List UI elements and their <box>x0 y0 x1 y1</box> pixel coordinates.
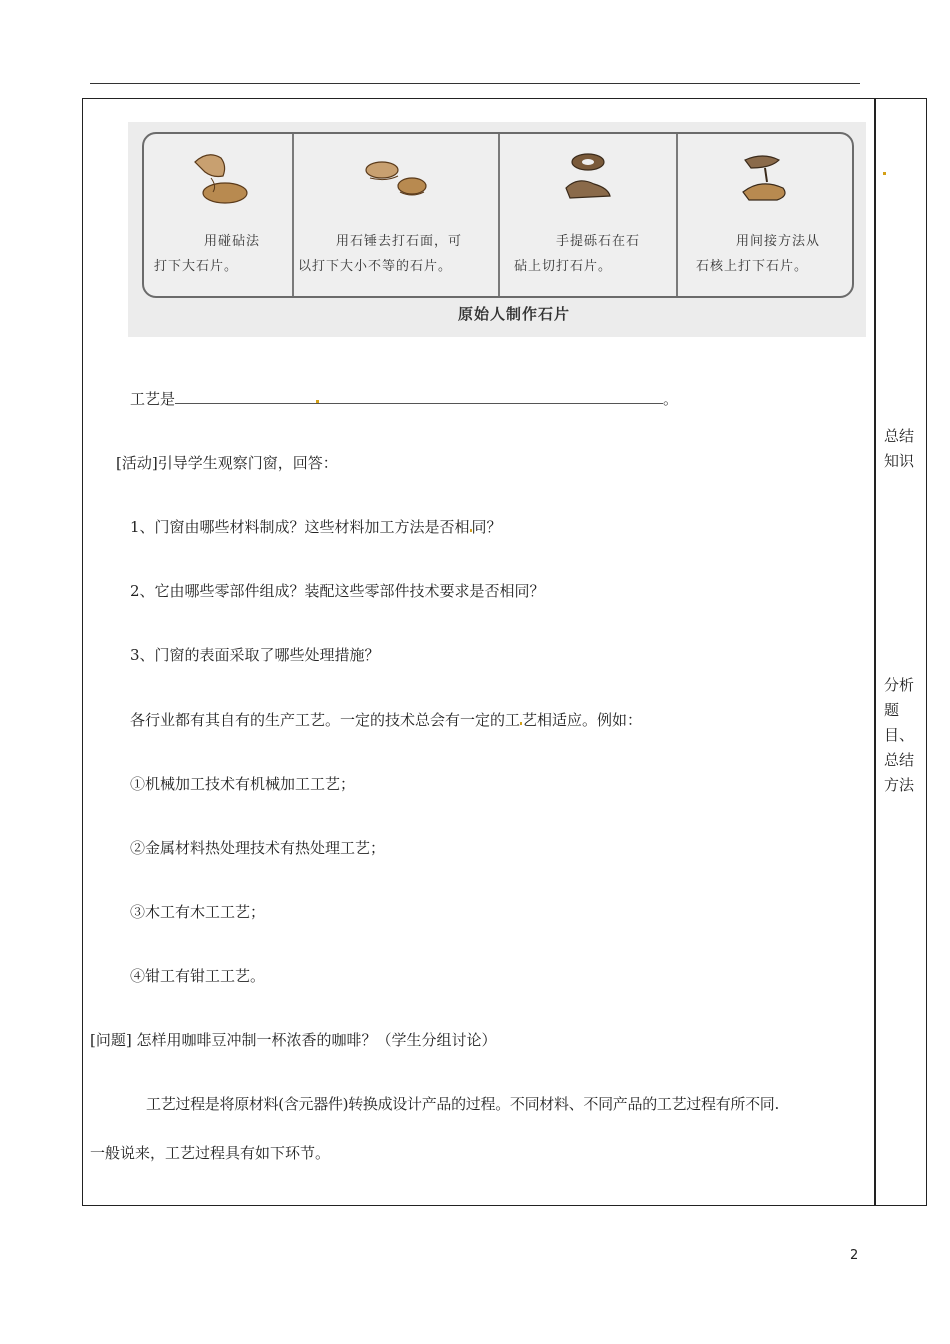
question-2: 2、它由哪些零部件组成？装配这些零部件技术要求是否相同？ <box>130 582 545 600</box>
question-1-text-b: 同？ <box>471 518 502 536</box>
industry-text-b: 艺相适应。例如： <box>522 711 643 729</box>
fill-suffix: 。 <box>663 390 679 408</box>
panel-4-caption-line2: 石核上打下石片。 <box>696 259 809 274</box>
process-paragraph-line2: 一般说来，工艺过程具有如下环节。 <box>90 1144 331 1162</box>
question-1 <box>130 516 502 537</box>
illustration-panels <box>142 132 854 298</box>
stone-tool-illustration <box>128 122 866 337</box>
hand-striking-stone-icon <box>183 148 253 208</box>
question-1-text-a: 1、门窗由哪些材料制成？这些材料加工方法是否相 <box>130 518 470 536</box>
header-rule <box>90 83 860 84</box>
hand-holding-stone-icon <box>548 148 628 208</box>
indirect-strike-icon <box>727 148 807 208</box>
example-3: ③木工有木工工艺； <box>130 903 266 921</box>
side-note-summary <box>884 424 924 474</box>
panel-2-caption-line2: 以打下大小不等的石片。 <box>298 259 453 274</box>
industry-paragraph <box>130 709 642 730</box>
side-note-analysis-line1: 分析 <box>884 676 915 694</box>
question-3: 3、门窗的表面采取了哪些处理措施？ <box>130 646 380 664</box>
example-2: ②金属材料热处理技术有热处理工艺； <box>130 839 386 857</box>
panel-1-caption-line1: 用碰砧法 <box>204 234 261 249</box>
activity-line: [活动]引导学生观察门窗，回答： <box>116 454 338 472</box>
fill-prefix: 工艺是 <box>130 390 176 408</box>
side-note-analysis-line2: 题 <box>884 701 900 719</box>
example-1: ①机械加工技术有机械加工工艺； <box>130 775 356 793</box>
side-note-summary-line2: 知识 <box>884 452 915 470</box>
figure-title: 原始人制作石片 <box>458 305 571 323</box>
panel-2-caption-line1: 用石锤去打石面，可 <box>336 234 463 249</box>
side-column <box>874 98 927 1206</box>
fill-in-line <box>130 388 678 409</box>
side-mark <box>883 172 886 175</box>
question-coffee: [问题] 怎样用咖啡豆冲制一杯浓香的咖啡？（学生分组讨论） <box>90 1031 497 1049</box>
side-note-analysis-line3: 目、 <box>884 726 915 744</box>
panel-1-caption-line2: 打下大石片。 <box>154 259 239 274</box>
panel-3-caption-line2: 砧上切打石片。 <box>514 259 613 274</box>
panel-3 <box>500 134 678 296</box>
process-paragraph-line1: 工艺过程是将原材料(含元器件)转换成设计产品的过程。不同材料、不同产品的工艺过程有所不同. <box>146 1095 779 1113</box>
panel-2 <box>294 134 500 296</box>
panel-4-caption-line1: 用间接方法从 <box>736 234 821 249</box>
hammer-stone-icon <box>356 148 436 208</box>
side-note-analysis-line4: 总结 <box>884 751 915 769</box>
panel-3-caption-line1: 手提砾石在石 <box>556 234 641 249</box>
side-note-summary-line1: 总结 <box>884 427 915 445</box>
side-note-analysis <box>884 673 924 798</box>
side-note-analysis-line5: 方法 <box>884 776 915 794</box>
panel-1 <box>144 134 294 296</box>
panel-4 <box>678 134 856 296</box>
example-4: ④钳工有钳工工艺。 <box>130 967 266 985</box>
page-number: 2 <box>850 1248 859 1263</box>
industry-text-a: 各行业都有其自有的生产工艺。一定的技术总会有一定的工 <box>130 711 521 729</box>
answer-blank[interactable] <box>175 389 663 404</box>
